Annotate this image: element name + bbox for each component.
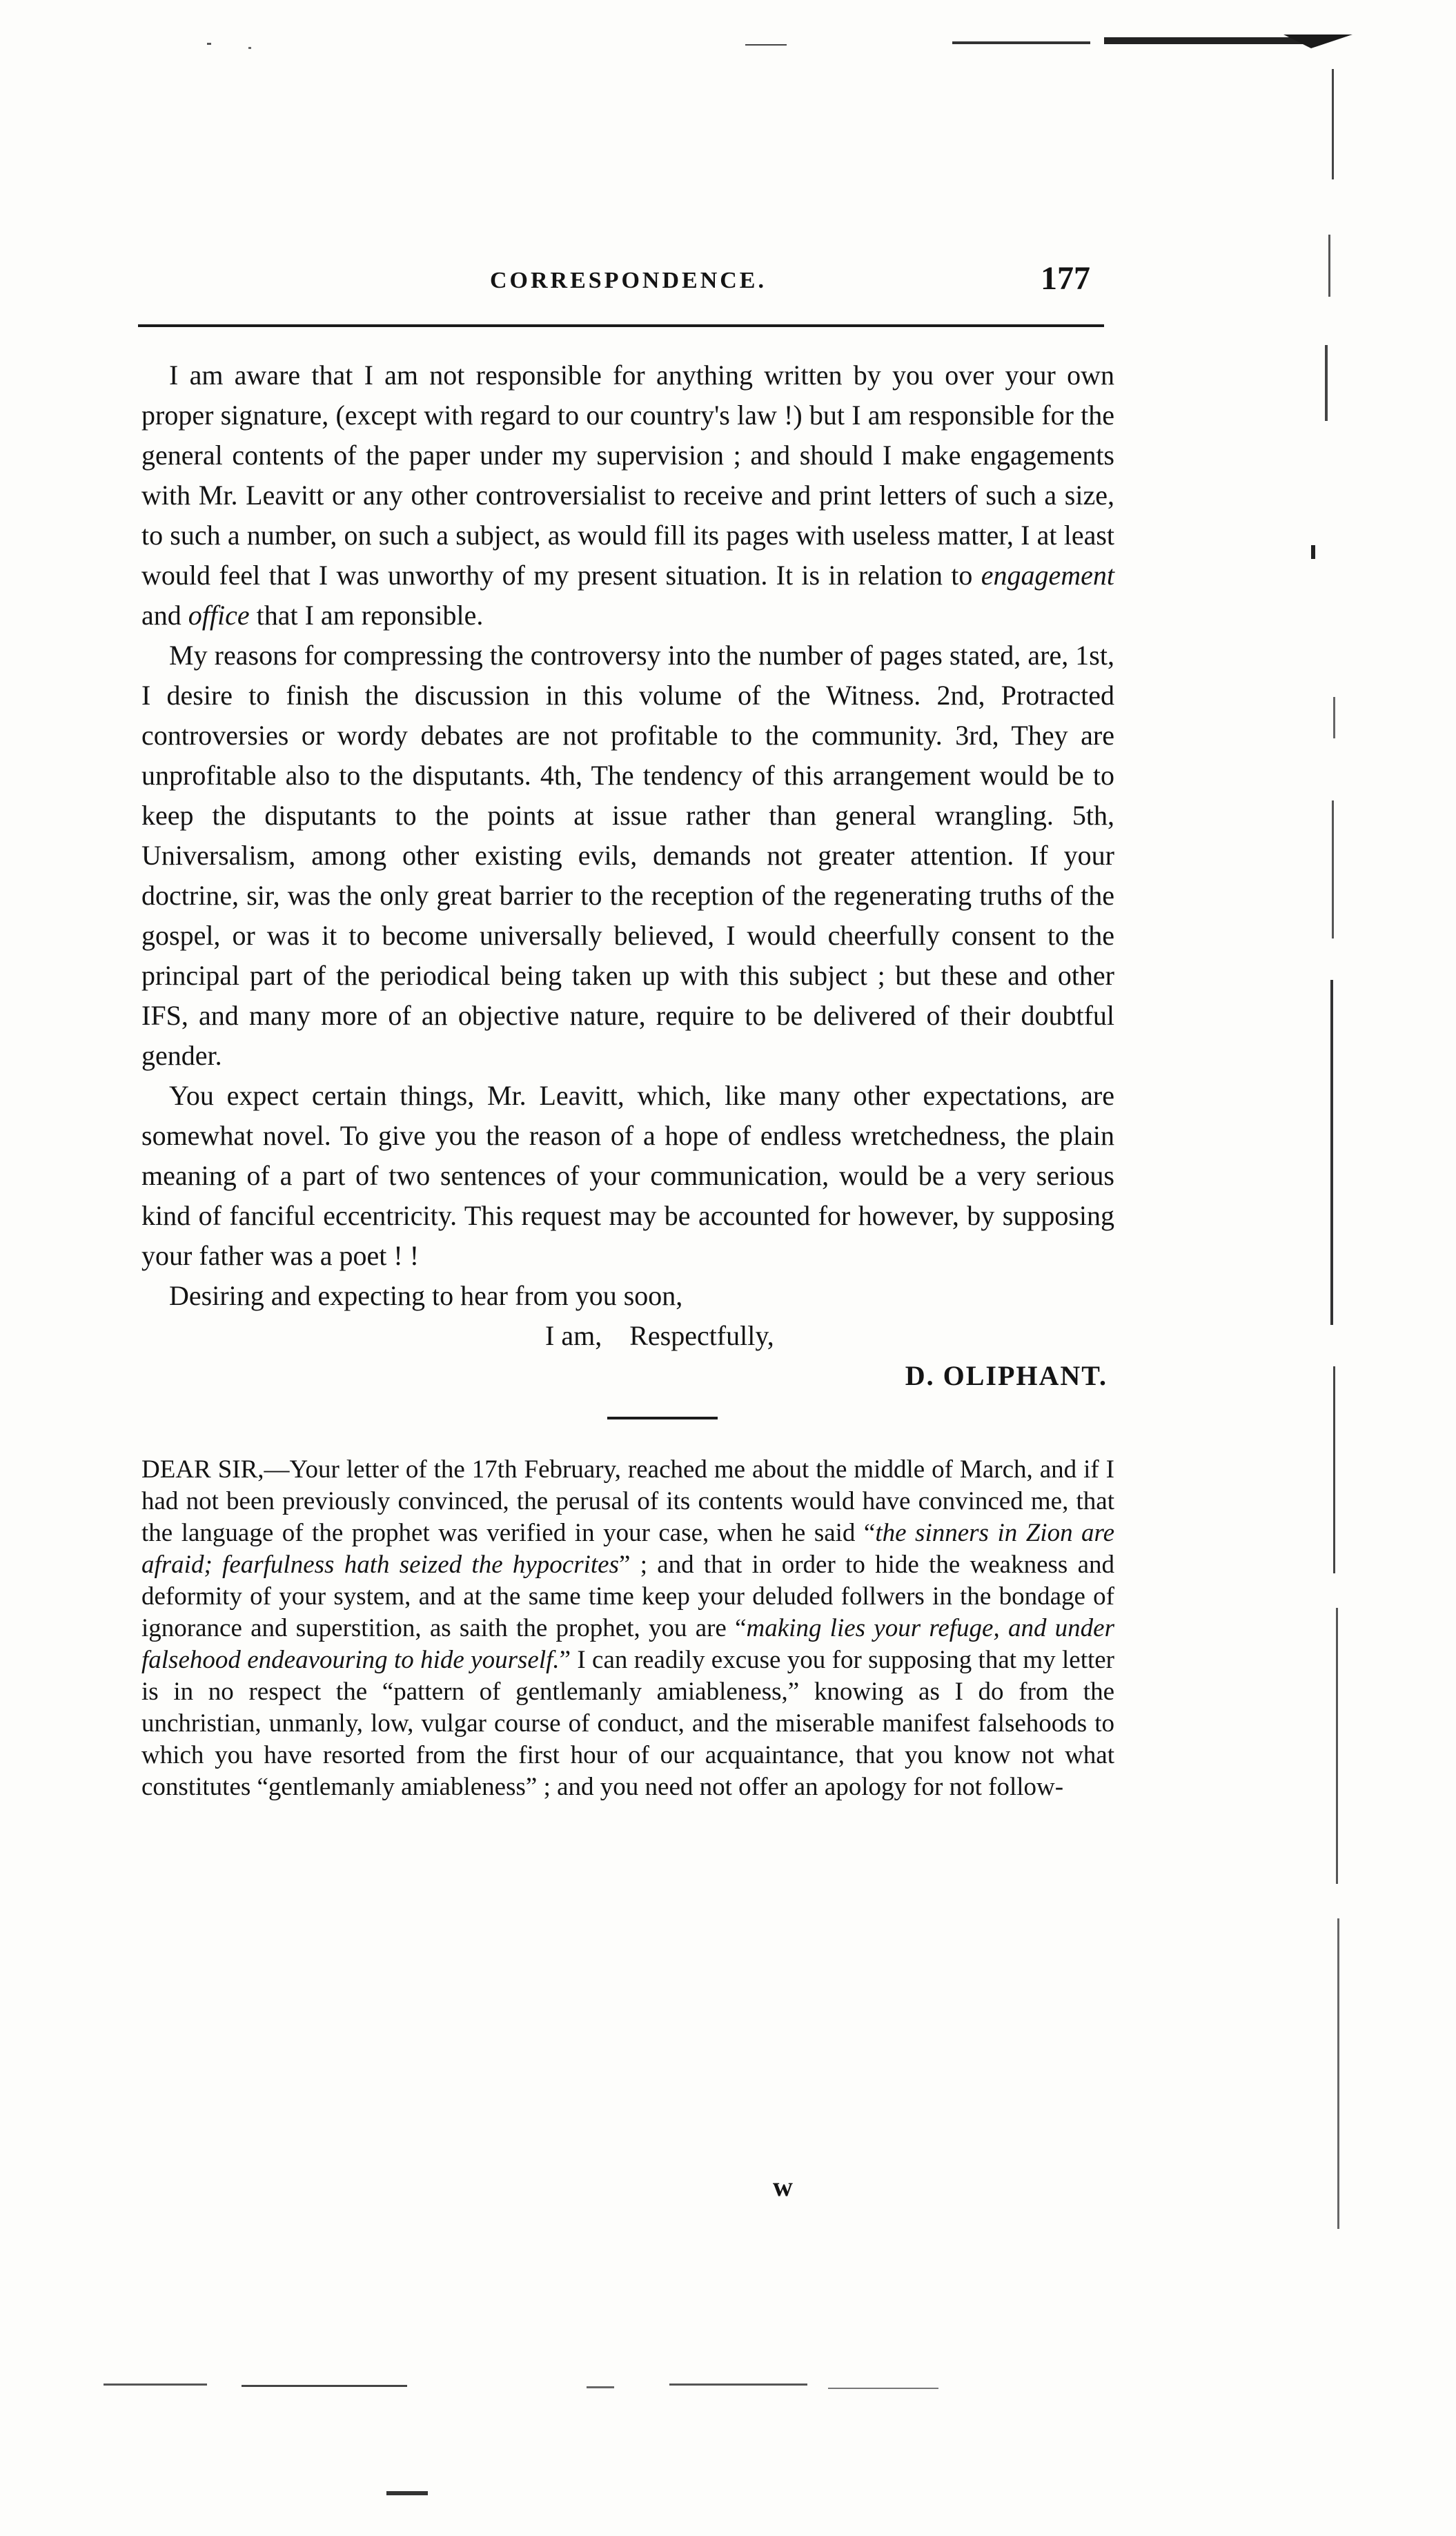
italic-office: office [188,600,250,631]
scan-artifact-bottom [104,2374,1139,2401]
italic-engagement: engagement [981,560,1115,591]
scan-artifact-top [207,35,1352,62]
section-separator [607,1417,718,1419]
catchword: w [773,2171,793,2202]
letter1-paragraph-2: My reasons for compressing the controversy into the number of pages stated, are, 1st, I desire to finish the discussion in this volume of the Witness. 2nd, Protracted controversies or wordy debates are not profitable to the community. 3rd, They are unprofitable also to the disputants. 4th, The tendency of this arrangement would be to keep the disputants to the points at issue rather than general wrangling. 5th, Universalism, among other existing evils, demands not greater attention. If your doctrine, sir, was the only great barrier to the reception of the regenerating truths of the gospel, or was it to become universally believed, I would cheerfully consent to the principal part of the periodical being taken up with this subject ; but these and other IFS, and many more of an objective nature, require to be delivered of their doubtful gender. [141,640,1114,1071]
closing-respectfully: I am, Respectfully, [545,1320,774,1351]
scan-artifact-bottom-mark [386,2491,428,2495]
salutation: DEAR SIR, [141,1455,264,1484]
header-rule [138,324,1104,327]
page-header [131,262,1125,304]
closing-line: Desiring and expecting to hear from you soon, [169,1280,683,1311]
quote-making-lies: making lies your refuge, and under falsehood endeavouring to hide yourself. [141,1614,1114,1674]
letter2-paragraph: DEAR SIR,—Your letter of the 17th February, reached me about the middle of March, and if I had not been previously convinced, the perusal of its contents would have convinced me, that the language of the prophet was verified in your case, when he said “the sinners in Zion are afraid; fearfulness hath seized the hypocrites” ; and that in order to hide the weakness and deformity of your system, and at the same time keep your deluded follwers in the bondage of ignorance and superstition, as saith the prophet, you are “making lies your refuge, and under falsehood endeavouring to hide yourself.” I can readily excuse you for supposing that my letter is in no respect the “pattern of gentlemanly amiableness,” knowing as I do from the unchristian, unmanly, low, vulgar course of conduct, and the miserable manifest falsehoods to which you have resorted from the first hour of our acquaintance, that you know not what constitutes “gentlemanly amiableness” ; and you need not offer an apology for not follow- [141,1455,1115,1801]
letter1-paragraph-1: I am aware that I am not responsible for anything written by you over your own proper signature, (except with regard to our country's law !) but I am responsible for the general contents of the paper under my supervision ; and should I make engagements with Mr. Leavitt or any other controversialist to receive and print letters of such a size, to such a number, on such a subject, as would fill its pages with useless matter, I at least would feel that I was unworthy of my present situation. It is in relation to engagement and office that I am reponsible. [141,360,1115,631]
letter1-paragraph-3: You expect certain things, Mr. Leavitt, which, like many other expectations, are somewhat novel. To give you the reason of a hope of endless wretchedness, the plain meaning of a part of two sentences of your communication, would be a very serious kind of fanciful eccentricity. This request may be accounted for however, by supposing your father was a poet ! ! [141,1080,1114,1271]
scan-artifact-right-edge [1290,55,1373,2332]
running-head: CORRESPONDENCE. [490,268,767,293]
body-text [141,355,1114,1803]
page-number: 177 [1041,260,1090,297]
signature: D. OLIPHANT. [905,1360,1108,1391]
quote-sinners-in-zion: the sinners in Zion are afraid; fearfulness hath seized the hypocrites [141,1519,1115,1579]
